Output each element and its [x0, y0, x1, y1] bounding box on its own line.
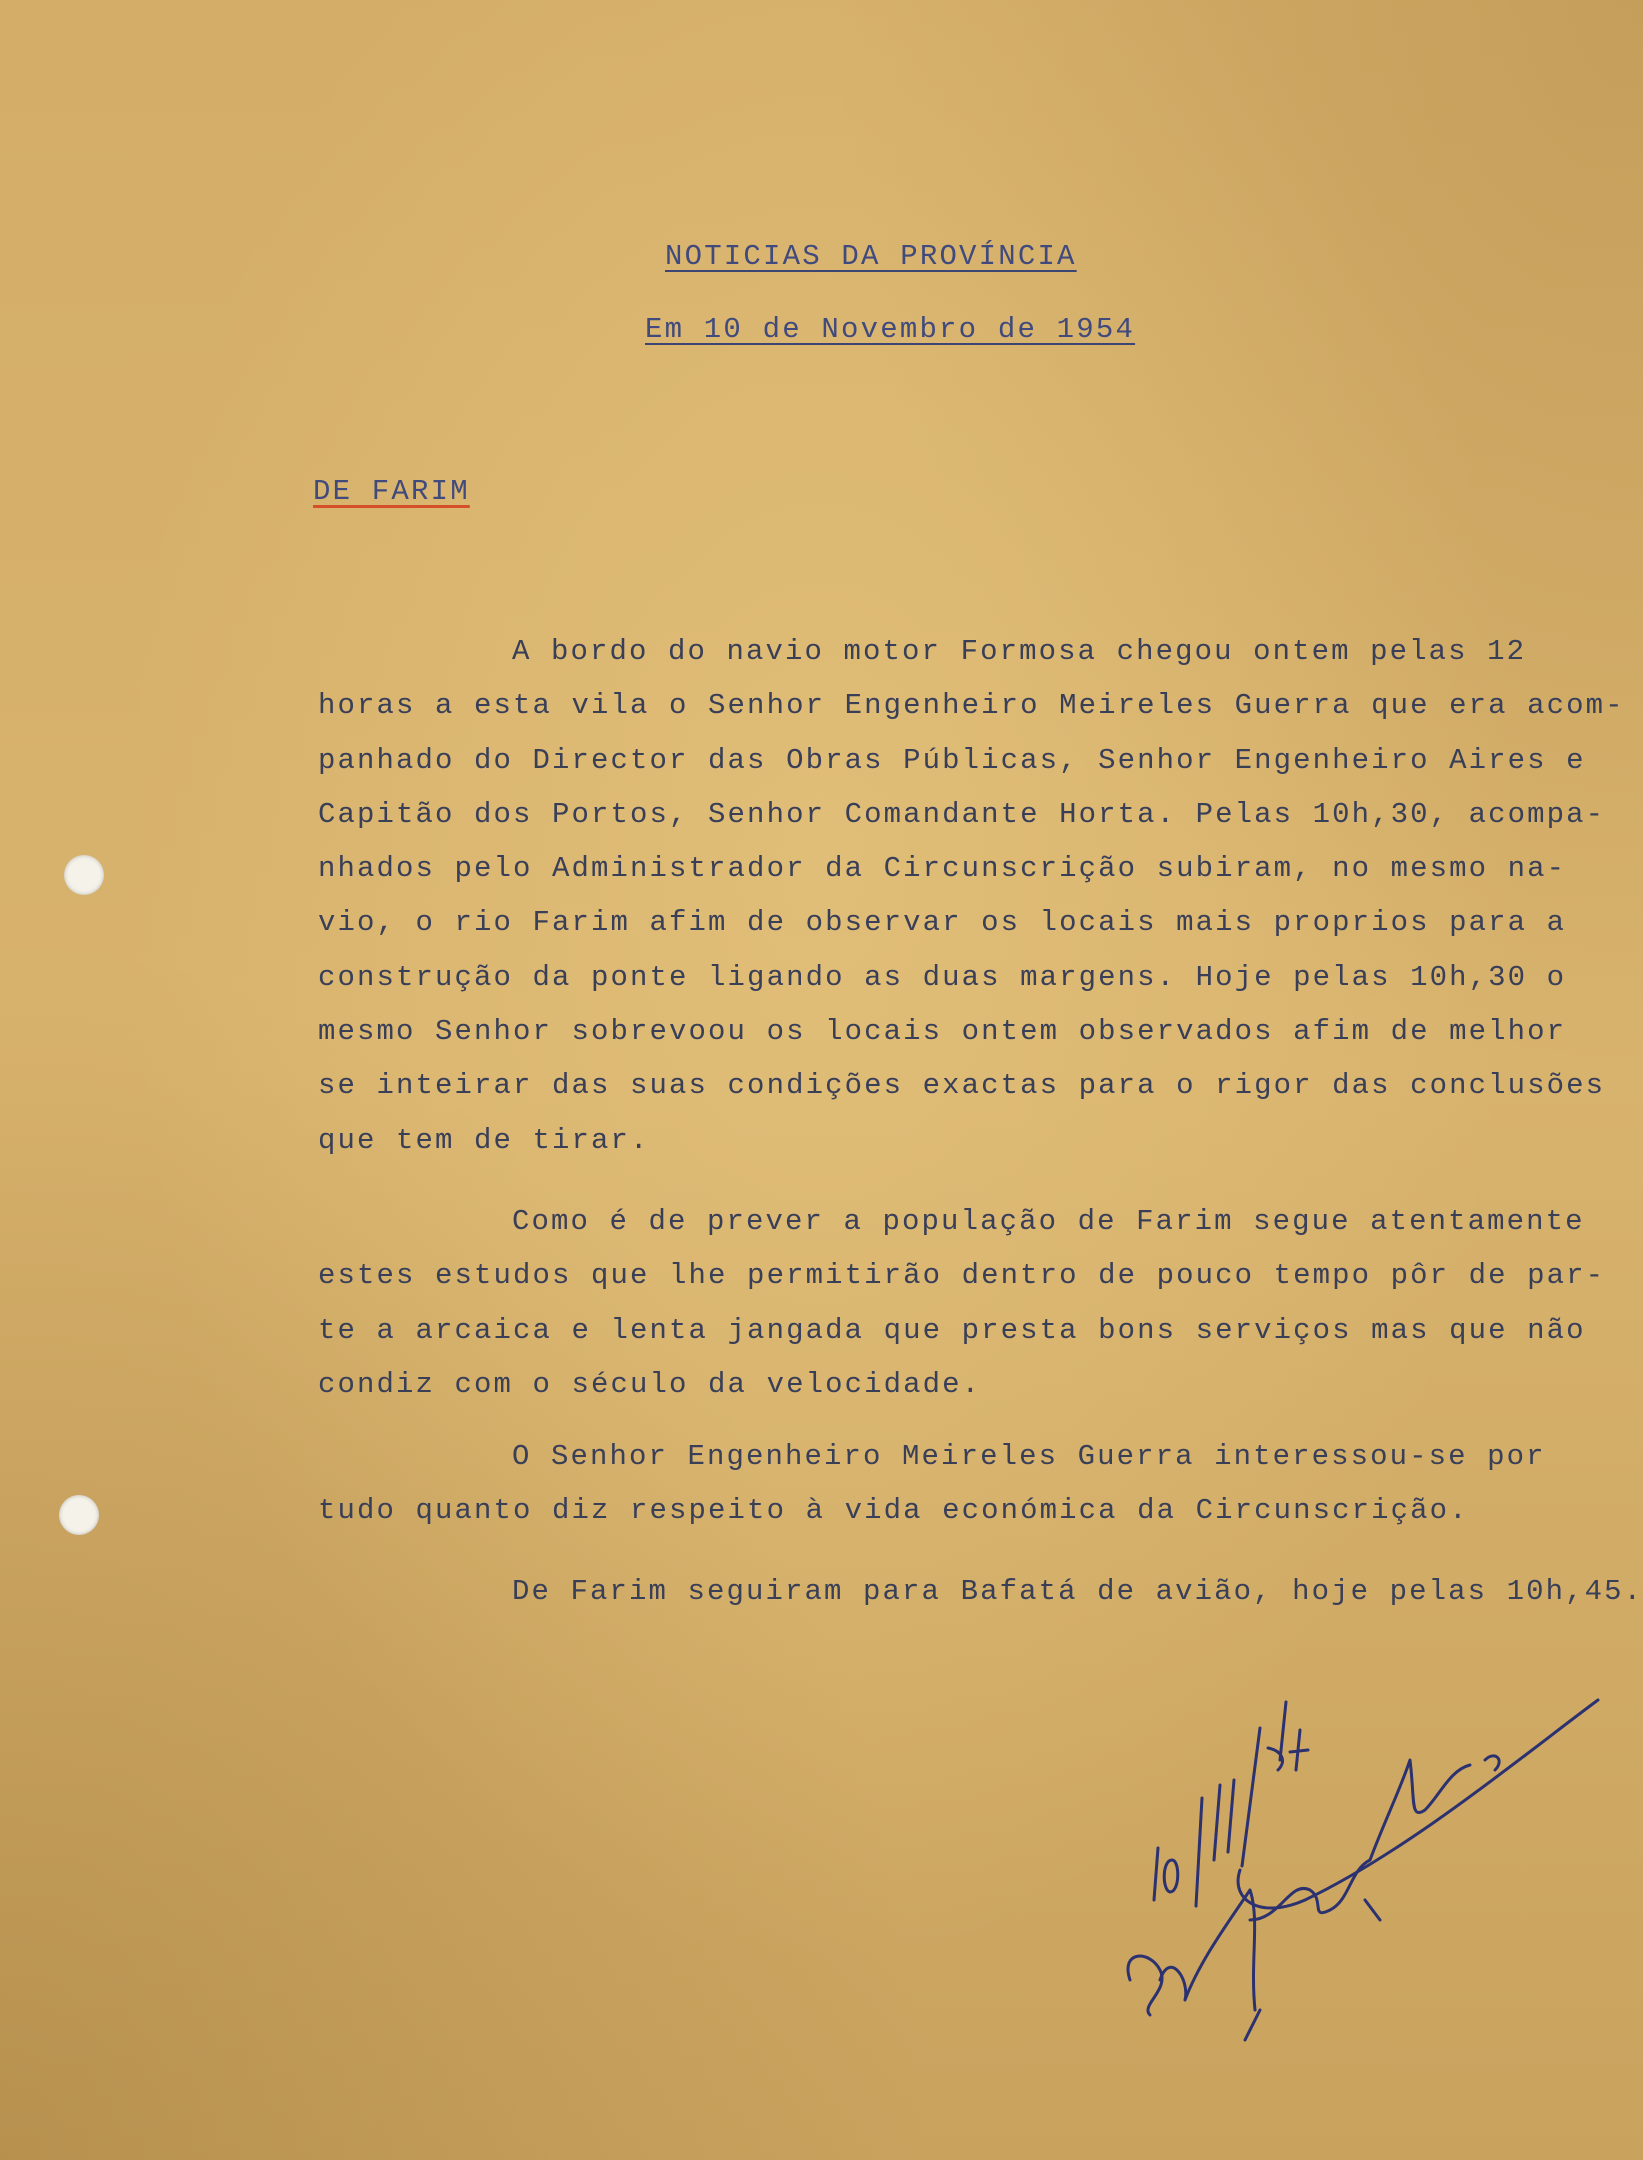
paragraph-line: O Senhor Engenheiro Meireles Guerra interessou-se por: [512, 1440, 1546, 1473]
punch-hole: [59, 1495, 99, 1535]
signature-stroke: [1290, 1730, 1308, 1770]
signature-stroke: [1238, 1700, 1598, 1908]
paragraph-line: estes estudos que lhe permitirão dentro de pouco tempo pôr de par-: [318, 1259, 1606, 1293]
signature-stroke: [1250, 1860, 1370, 1920]
paragraph-line: condiz com o século da velocidade.: [318, 1367, 982, 1401]
signature-stroke: [1196, 1798, 1202, 1906]
paragraph: [318, 1195, 1618, 1412]
paragraph-line: que tem de tirar.: [318, 1123, 650, 1157]
paragraph-line: construção da ponte ligando as duas margens. Hoje pelas 10h,30 o: [318, 960, 1567, 994]
paragraph-line: mesmo Senhor sobrevoou os locais ontem observados afim de melhor: [318, 1015, 1567, 1049]
signature-stroke: [1370, 1760, 1470, 1860]
signature-stroke: [1365, 1900, 1380, 1920]
paragraph-line: se inteirar das suas condições exactas para o rigor das conclusões: [318, 1069, 1606, 1103]
paragraph-line: te a arcaica e lenta jangada que presta bons serviços mas que não: [318, 1313, 1586, 1347]
punch-hole: [64, 855, 104, 895]
paragraph-line: De Farim seguiram para Bafatá de avião, hoje pelas 10h,45.: [512, 1575, 1643, 1608]
handwritten-signature: [1110, 1620, 1610, 2050]
paragraph: [318, 1430, 1618, 1539]
signature-stroke: [1128, 1956, 1162, 2015]
signature-stroke: [1160, 1890, 1255, 2010]
paragraph-line: panhado do Director das Obras Públicas, Senhor Engenheiro Aires e: [318, 743, 1586, 777]
signature-stroke: [1228, 1780, 1234, 1852]
signature-stroke: [1280, 1702, 1286, 1760]
paragraph-line: nhados pelo Administrador da Circunscrição subiram, no mesmo na-: [318, 852, 1567, 886]
paragraph: [318, 1565, 1643, 1619]
signature-stroke: [1214, 1785, 1220, 1860]
paragraph-line: A bordo do navio motor Formosa chegou ontem pelas 12: [512, 635, 1527, 668]
paragraph-line: vio, o rio Farim afim de observar os locais mais proprios para a: [318, 906, 1567, 940]
section-heading: DE FARIM: [313, 475, 470, 508]
paragraph-line: horas a esta vila o Senhor Engenheiro Meireles Guerra que era acom-: [318, 689, 1625, 723]
paragraph-line: Capitão dos Portos, Senhor Comandante Horta. Pelas 10h,30, acompa-: [318, 797, 1606, 831]
paragraph-line: Como é de prever a população de Farim segue atentamente: [512, 1205, 1585, 1238]
signature-stroke: [1164, 1860, 1178, 1892]
document-title: NOTICIAS DA PROVÍNCIA: [665, 240, 1077, 273]
signature-stroke: [1485, 1756, 1499, 1770]
paragraph-line: tudo quanto diz respeito à vida económica da Circunscrição.: [318, 1494, 1469, 1528]
signature-stroke: [1242, 1728, 1260, 1866]
document-date: Em 10 de Novembro de 1954: [645, 313, 1136, 346]
signature-stroke: [1245, 2010, 1260, 2040]
paragraph: [318, 625, 1625, 1168]
signature-stroke: [1154, 1848, 1158, 1900]
